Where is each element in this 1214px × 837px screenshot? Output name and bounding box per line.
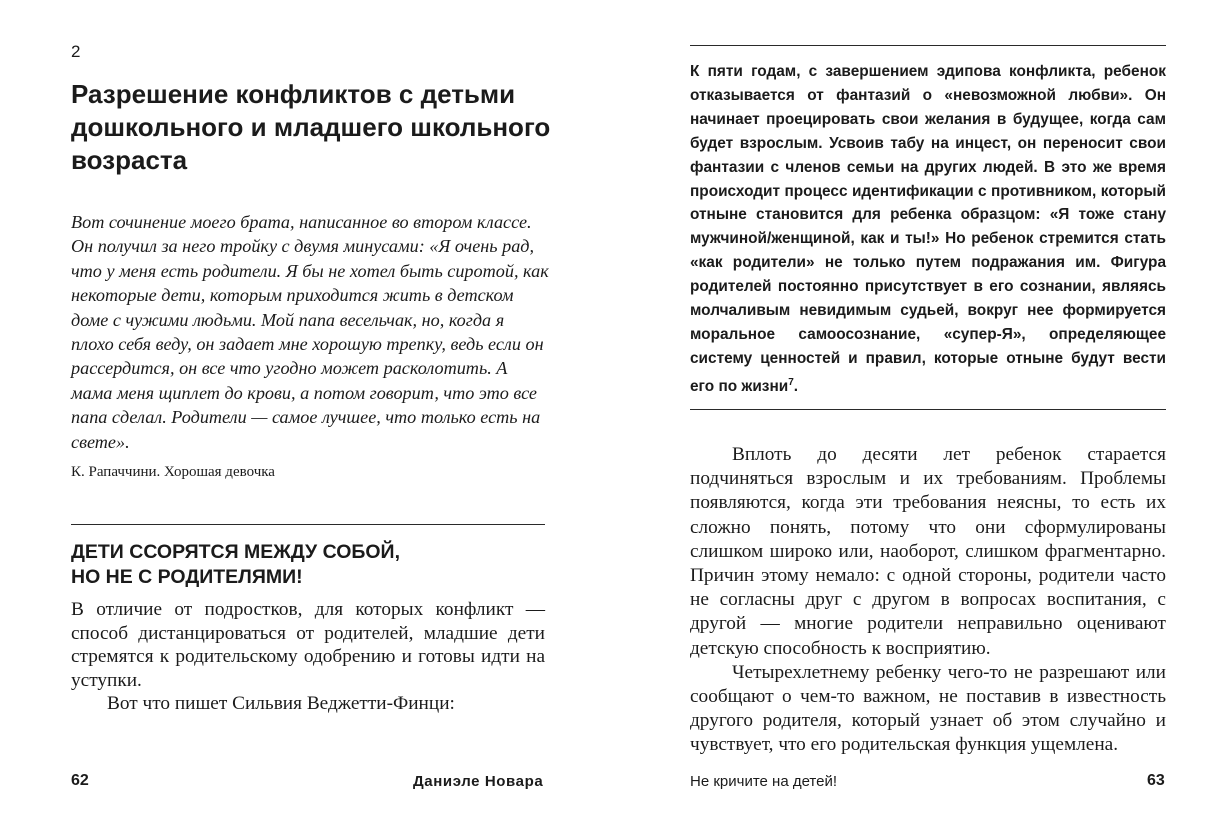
- box-bottom-rule: [690, 409, 1166, 410]
- boxed-text-end: .: [793, 377, 799, 395]
- right-page: [607, 0, 1214, 837]
- epigraph-source: К. Рапаччини. Хорошая девочка: [71, 464, 275, 480]
- running-head-author: Даниэле Новара: [413, 773, 544, 790]
- box-top-rule: [690, 45, 1166, 46]
- paragraph: Четырехлетнему ребенку чего-то не разрешают или сообщают о чем-то важном, не поставив в известность другого родителя, который узнает об этом случайно и чувствует, что его родительская функция ущемлена.: [690, 661, 1166, 756]
- section-heading-line1: ДЕТИ ССОРЯТСЯ МЕЖДУ СОБОЙ,: [71, 541, 400, 563]
- body-text-left: [71, 598, 545, 716]
- paragraph: Вплоть до десяти лет ребенок старается подчиняться взрослым и их требованиям. Проблемы появляются, когда эти требования неясны, то есть их сложно понять, потому что они сформулированы слишком широко или, наоборот, слишком фрагментарно. Причин этому немало: с одной стороны, родители часто не согласны друг с другом в вопросах воспитания, с другой — многие родители неправильно оценивают детскую способность к восприятию.: [690, 444, 1166, 659]
- chapter-title: Разрешение конфликтов с детьми дошкольного и младшего школьного возраста: [71, 79, 551, 175]
- page-number-left: 62: [71, 772, 89, 789]
- paragraph: Вот что пишет Сильвия Веджетти-Финци:: [107, 693, 455, 715]
- boxed-text: [690, 60, 1166, 399]
- section-heading-line2: НО НЕ С РОДИТЕЛЯМИ!: [71, 566, 303, 588]
- running-head-title: Не кричите на детей!: [690, 773, 838, 790]
- footnote-ref: 7: [788, 376, 794, 388]
- epigraph: Вот сочинение моего брата, написанное во втором классе. Он получил за него тройку с двумя минусами: «Я очень рад, что у меня есть родители. Я бы не хотел быть сиротой, как некоторые дети, которым приходится жить в детском доме с чужими людьми. Мой папа весельчак, но, когда я плохо себя веду, он задает мне хорошую трепку, ведь если он рассердится, он все что угодно может расколотить. А мама меня щиплет до крови, а потом говорит, что это все папа сделал. Родители — самое лучшее, что только есть на свете».: [71, 212, 549, 452]
- section-divider: [71, 524, 545, 525]
- chapter-number: 2: [71, 42, 81, 61]
- paragraph: В отличие от подростков, для которых конфликт — способ дистанцироваться от родителей, младшие дети стремятся к родительскому одобрению и готовы идти на уступки.: [71, 599, 545, 691]
- boxed-text-body: К пяти годам, с завершением эдипова конфликта, ребенок отказывается от фантазий о «невозможной любви». Он начинает проецировать свои желания в будущее, когда сам будет взрослым. Усвоив табу на инцест, он переносит свои фантазии с членов семьи на других людей. В это же время происходит процесс идентификации с противником, который отныне становится для ребенка образцом: «Я тоже стану мужчиной/женщиной, как и ты!» Но ребенок стремится стать «как родители» не только путем подражания им. Фигура родителей постоянно присутствует в его сознании, являясь молчаливым невидимым судьей, вокруг нее формируется моральное самоосознание, «супер-Я», определяющее систему ценностей и правил, которые отныне будут вести его по жизни: [690, 63, 1166, 395]
- section-heading: [71, 540, 551, 590]
- body-text-right: [690, 443, 1166, 758]
- page-number-right: 63: [1147, 772, 1165, 789]
